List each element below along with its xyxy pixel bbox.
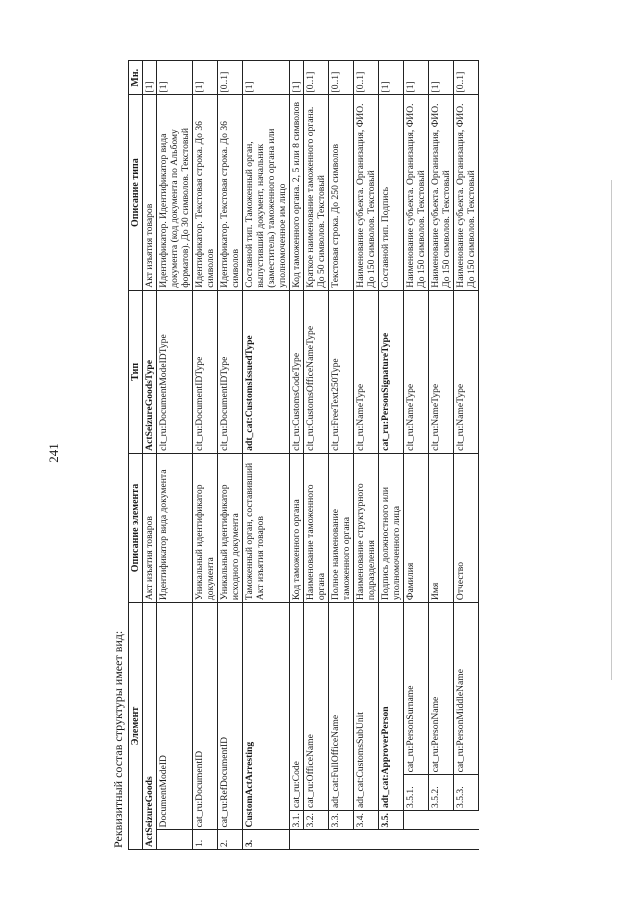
indent-cell	[290, 830, 304, 850]
element-description: Отчество	[454, 453, 479, 602]
multiplicity: [0..1]	[218, 61, 243, 96]
element-type: clt_ru:NameType	[429, 290, 454, 453]
table-row	[329, 61, 354, 850]
type-description: Идентификатор. Идентификатор вида документа (код документа по Альбому форматов). До 30 символов. Текстовый	[157, 95, 193, 290]
type-description: Акт изъятия товаров	[143, 95, 157, 290]
type-description: Краткое наименование таможенного органа. До 50 символов. Текстовый	[304, 95, 329, 290]
table-row	[157, 61, 193, 850]
element-type: clt_ru:NameType	[404, 290, 429, 453]
element-number: 3.5.	[379, 810, 404, 830]
header-type: Тип	[129, 290, 143, 453]
element-name: adt_cat:FullOfficeName	[329, 603, 354, 811]
element-name: DocumentModeID	[157, 603, 193, 830]
table-row	[243, 61, 290, 850]
element-type: clt_ru:FreeText250Type	[329, 290, 354, 453]
element-number: 3.4.	[354, 810, 379, 830]
type-description: Код таможенного органа. 2, 5 или 8 символов	[290, 95, 304, 290]
indent-cell	[329, 830, 354, 850]
multiplicity: [1]	[243, 61, 290, 96]
type-description: Наименование субъекта. Организация, ФИО. До 150 символов. Текстовый	[404, 95, 429, 290]
multiplicity: [1]	[193, 61, 218, 96]
header-element: Элемент	[129, 603, 143, 850]
multiplicity: [1]	[379, 61, 404, 96]
element-description: Подпись должностного или уполномоченного лица	[379, 453, 404, 602]
element-number: 3.5.2.	[429, 775, 454, 811]
element-description: Полное наименование таможенного органа	[329, 453, 354, 602]
indent-cell	[304, 830, 329, 850]
element-description: Наименование таможенного органа	[304, 453, 329, 602]
element-number: 1.	[193, 830, 218, 850]
element-name: adt_cat:ApproverPerson	[379, 603, 404, 811]
multiplicity: [1]	[143, 61, 157, 96]
header-type-description: Описание типа	[129, 95, 143, 290]
element-description: Идентификатор вида документа	[157, 453, 193, 602]
multiplicity: [0..1]	[454, 61, 479, 96]
header-multiplicity: Мн.	[129, 61, 143, 96]
indent-cell	[157, 830, 193, 850]
table-row	[379, 61, 404, 850]
type-description: Идентификатор. Текстовая строка. До 36 символов	[218, 95, 243, 290]
element-name: cat_ru:PersonName	[429, 603, 454, 775]
table-row	[290, 61, 304, 850]
header-row	[129, 61, 143, 850]
type-description: Наименование субъекта. Организация, ФИО. До 150 символов. Текстовый	[354, 95, 379, 290]
type-description: Текстовая строка. До 250 символов	[329, 95, 354, 290]
element-number: 2.	[218, 830, 243, 850]
table-row	[218, 61, 243, 850]
multiplicity: [1]	[290, 61, 304, 96]
structure-table	[128, 60, 479, 850]
element-type: clt_ru:DocumentIDType	[193, 290, 218, 453]
scan-edge-line	[611, 180, 612, 680]
element-number: 3.1.	[290, 810, 304, 830]
multiplicity: [1]	[404, 61, 429, 96]
table-row	[454, 61, 479, 850]
table-row	[193, 61, 218, 850]
element-type: clt_ru:CustomsOfficeNameType	[304, 290, 329, 453]
element-name: CustomActArresting	[243, 603, 290, 830]
element-type: clt_ru:DocumentModeIDType	[157, 290, 193, 453]
element-type: clt_ru:CustomsCodeType	[290, 290, 304, 453]
multiplicity: [0..1]	[329, 61, 354, 96]
indent-cell	[429, 830, 454, 850]
indent-cell	[429, 810, 454, 830]
element-type: clt_ru:NameType	[354, 290, 379, 453]
element-number: 3.5.3.	[454, 775, 479, 811]
element-number: 3.3.	[329, 810, 354, 830]
rotated-page-content	[110, 60, 479, 850]
table-row	[143, 61, 157, 850]
element-name: cat_ru:Code	[290, 603, 304, 811]
element-name: ActSeizureGoods	[143, 603, 157, 850]
element-description: Фамилия	[404, 453, 429, 602]
indent-cell	[404, 830, 429, 850]
element-type: clt_ru:DocumentIDType	[218, 290, 243, 453]
type-description: Составной тип. Таможенный орган, выпустивший документ, начальник (заместитель) таможенного органа или уполномоченное им лицо	[243, 95, 290, 290]
element-description: Имя	[429, 453, 454, 602]
indent-cell	[454, 810, 479, 830]
element-name: cat_ru:PersonMiddleName	[454, 603, 479, 775]
element-description: Таможенный орган, составивший Акт изъятия товаров	[243, 453, 290, 602]
table-body	[143, 61, 479, 850]
table-row	[429, 61, 454, 850]
indent-cell	[454, 830, 479, 850]
element-description: Уникальный идентификатор исходного документа	[218, 453, 243, 602]
element-name: cat_ru:PersonSurname	[404, 603, 429, 775]
element-description: Наименование структурного подразделения	[354, 453, 379, 602]
indent-cell	[379, 830, 404, 850]
element-description: Уникальный идентификатор документа	[193, 453, 218, 602]
indent-cell	[404, 810, 429, 830]
element-number: 3.	[243, 830, 290, 850]
element-number: 3.5.1.	[404, 775, 429, 811]
element-name: cat_ru:OfficeName	[304, 603, 329, 811]
element-name: adt_cat:CustomsSubUnit	[354, 603, 379, 811]
page-number: 241	[46, 443, 61, 463]
element-name: cat_ru:DocumentID	[193, 603, 218, 830]
multiplicity: [0..1]	[304, 61, 329, 96]
type-description: Идентификатор. Текстовая строка. До 36 символов	[193, 95, 218, 290]
element-type: clt_ru:NameType	[454, 290, 479, 453]
element-type: ActSeizureGoodsType	[143, 290, 157, 453]
multiplicity: [1]	[429, 61, 454, 96]
table-caption: Реквизитный состав структуры имеет вид:	[111, 630, 125, 848]
type-description: Наименование субъекта. Организация, ФИО. До 150 символов. Текстовый	[429, 95, 454, 290]
type-description: Составной тип. Подпись	[379, 95, 404, 290]
element-type: adt_cat:CustomsIssuedType	[243, 290, 290, 453]
multiplicity: [1]	[157, 61, 193, 96]
type-description: Наименование субъекта. Организация, ФИО. До 150 символов. Текстовый	[454, 95, 479, 290]
table-row	[354, 61, 379, 850]
multiplicity: [0..1]	[354, 61, 379, 96]
element-name: cat_ru:RefDocumentID	[218, 603, 243, 830]
element-description: Код таможенного органа	[290, 453, 304, 602]
element-number: 3.2.	[304, 810, 329, 830]
indent-cell	[354, 830, 379, 850]
table-row	[304, 61, 329, 850]
element-type: cat_ru:PersonSignatureType	[379, 290, 404, 453]
header-element-description: Описание элемента	[129, 453, 143, 602]
element-description: Акт изъятия товаров	[143, 453, 157, 602]
table-row	[404, 61, 429, 850]
